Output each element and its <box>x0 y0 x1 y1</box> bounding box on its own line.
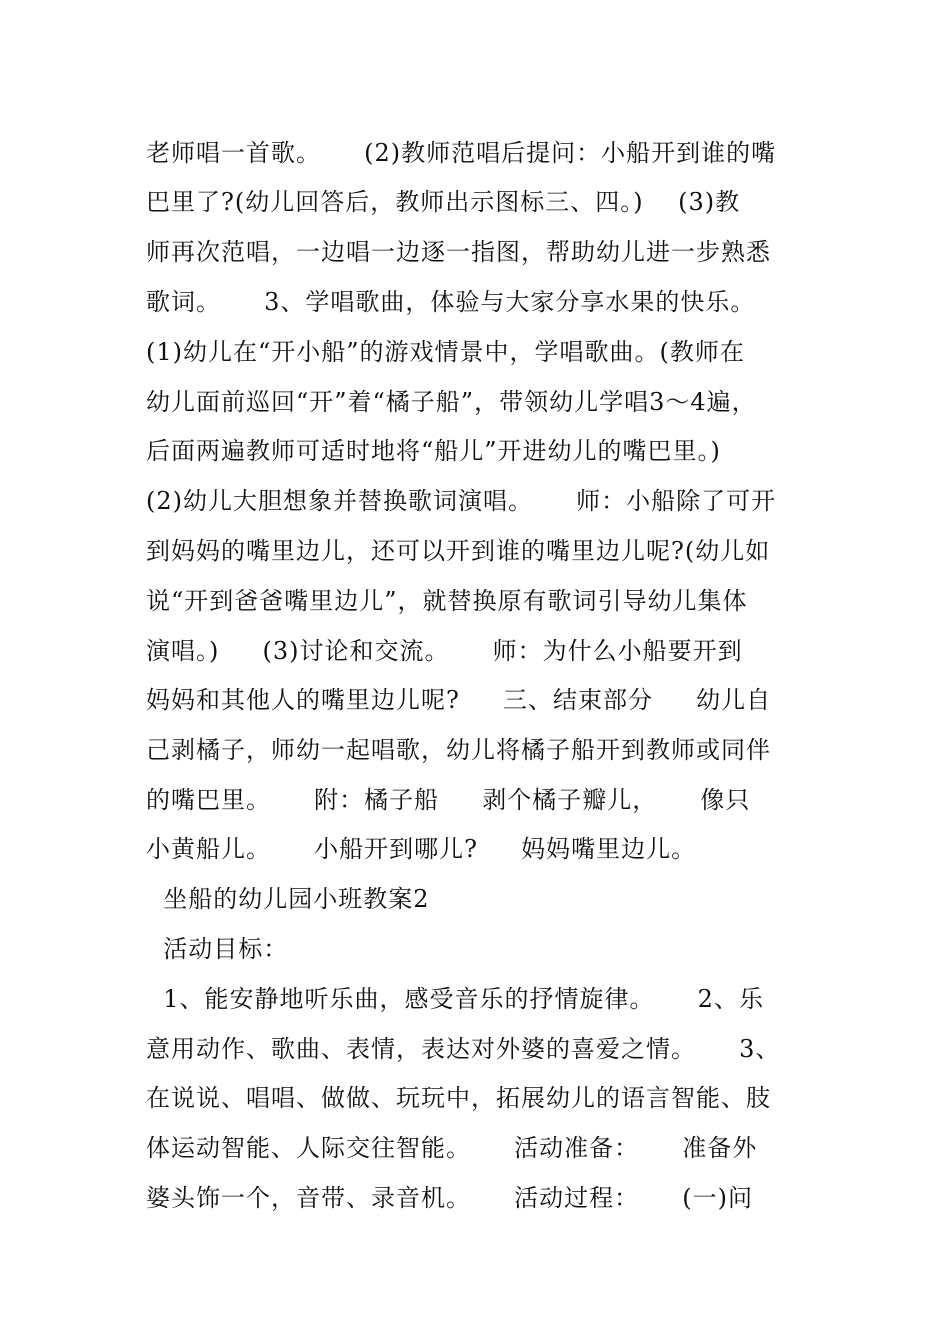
text-line: 己剥橘子，师幼一起唱歌，幼儿将橘子船开到教师或同伴 <box>146 736 771 764</box>
section-title: 坐船的幼儿园小班教案2 <box>146 885 430 913</box>
text-line: 体运动智能、人际交往智能。 活动准备： 准备外 <box>146 1134 758 1162</box>
text-line: 巴里了?(幼儿回答后，教师出示图标三、四。) (3)教 <box>146 188 741 216</box>
text-line: 1、能安静地听乐曲，感受音乐的抒情旋律。 2、乐 <box>146 985 764 1013</box>
text-line: 老师唱一首歌。 (2)教师范唱后提问：小船开到谁的嘴 <box>146 139 777 167</box>
section-heading: 活动目标： <box>146 935 289 963</box>
text-line: 歌词。 3、学唱歌曲，体验与大家分享水果的快乐。 <box>146 288 756 316</box>
text-line: 到妈妈的嘴里边儿，还可以开到谁的嘴里边儿呢?(幼儿如 <box>146 537 771 565</box>
text-line: 幼儿面前巡回“开”着“橘子船”，带领幼儿学唱3～4遍， <box>146 388 757 416</box>
text-line: 在说说、唱唱、做做、玩玩中，拓展幼儿的语言智能、肢 <box>146 1084 771 1112</box>
text-line: 的嘴巴里。 附：橘子船 剥个橘子瓣儿， 像只 <box>146 786 751 814</box>
text-line: 师再次范唱，一边唱一边逐一指图，帮助幼儿进一步熟悉 <box>146 238 771 266</box>
text-line: (1)幼儿在“开小船”的游戏情景中，学唱歌曲。(教师在 <box>146 338 745 366</box>
text-line: 妈妈和其他人的嘴里边儿呢? 三、结束部分 幼儿自 <box>146 686 772 714</box>
text-line: 小黄船儿。 小船开到哪儿? 妈妈嘴里边儿。 <box>146 835 697 863</box>
text-line: 说“开到爸爸嘴里边儿”，就替换原有歌词引导幼儿集体 <box>146 587 748 615</box>
text-line: 意用动作、歌曲、表情，表达对外婆的喜爱之情。 3、 <box>146 1035 781 1063</box>
text-line: 婆头饰一个，音带、录音机。 活动过程： (一)问 <box>146 1184 754 1212</box>
text-line: (2)幼儿大胆想象并替换歌词演唱。 师：小船除了可开 <box>146 487 777 515</box>
text-line: 演唱。) (3)讨论和交流。 师：为什么小船要开到 <box>146 637 743 665</box>
text-line: 后面两遍教师可适时地将“船儿”开进幼儿的嘴巴里。) <box>146 437 721 465</box>
